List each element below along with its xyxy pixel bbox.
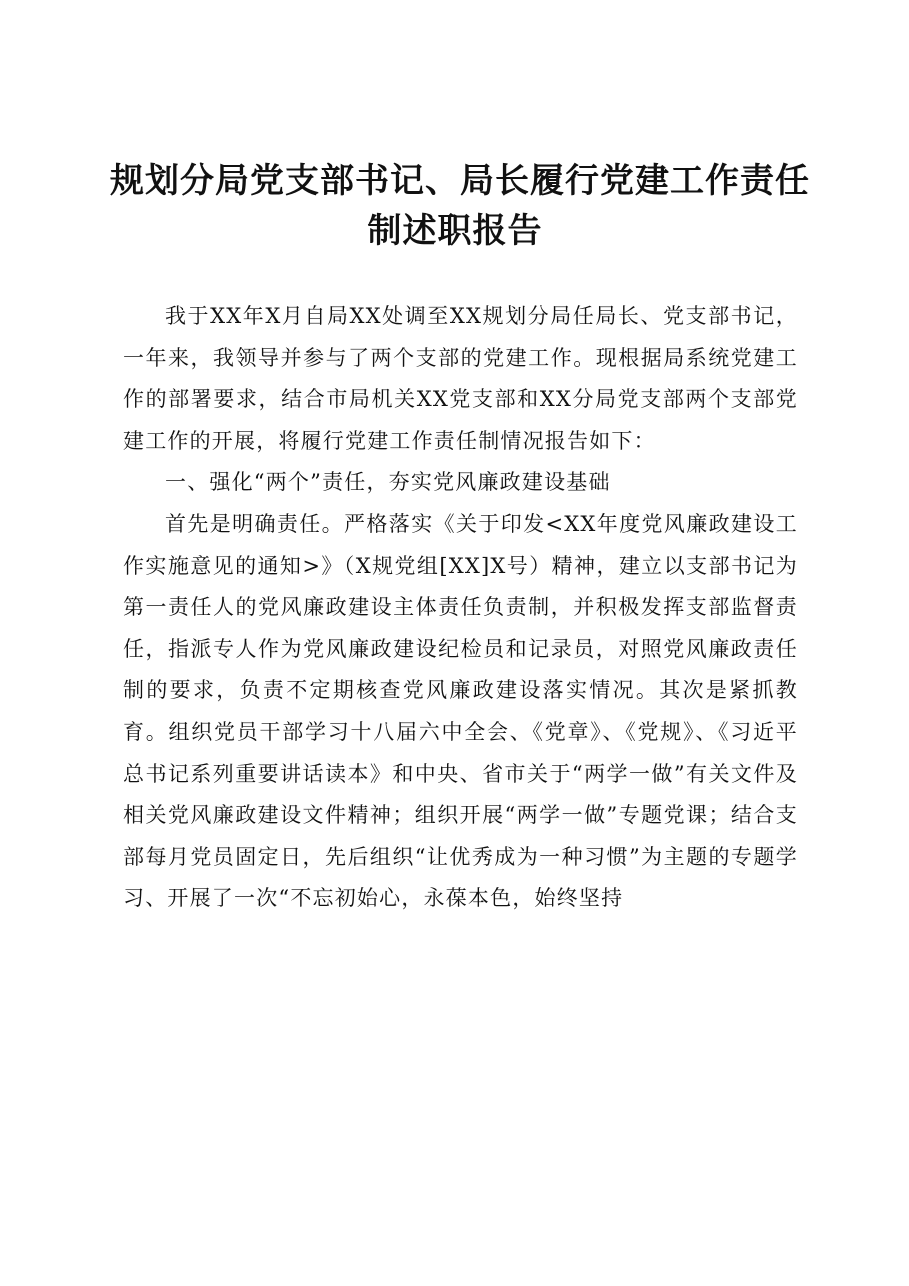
- document-body: [123, 296, 798, 920]
- section-1-paragraph: 首先是明确责任。严格落实《关于印发<XX年度党风廉政建设工作实施意见的通知>》（X规党组[XX]X号）精神，建立以支部书记为第一责任人的党风廉政建设主体责任负责制，并积极发挥支部监督责任，指派专人作为党风廉政建设纪检员和记录员，对照党风廉政责任制的要求，负责不定期核查党风廉政建设落实情况。其次是紧抓教育。组织党员干部学习十八届六中全会、《党章》、《党规》、《习近平总书记系列重要讲话读本》和中央、省市关于“两学一做”有关文件及相关党风廉政建设文件精神；组织开展“两学一做”专题党课；结合支部每月党员固定日，先后组织“让优秀成为一种习惯”为主题的专题学习、开展了一次“不忘初始心，永葆本色，始终坚持: [123, 511, 798, 911]
- document-title: [110, 156, 810, 256]
- title-line-1: 规划分局党支部书记、局长履行党建工作责任: [110, 161, 810, 201]
- title-line-2: 制述职报告: [367, 211, 543, 251]
- section-heading-1: 一、强化“两个”责任，夯实党风廉政建设基础: [165, 470, 611, 495]
- intro-paragraph: 我于XX年X月自局XX处调至XX规划分局任局长、党支部书记，一年来，我领导并参与了两个支部的党建工作。现根据局系统党建工作的部署要求，结合市局机关XX党支部和XX分局党支部两个支部党建工作的开展，将履行党建工作责任制情况报告如下：: [123, 304, 798, 453]
